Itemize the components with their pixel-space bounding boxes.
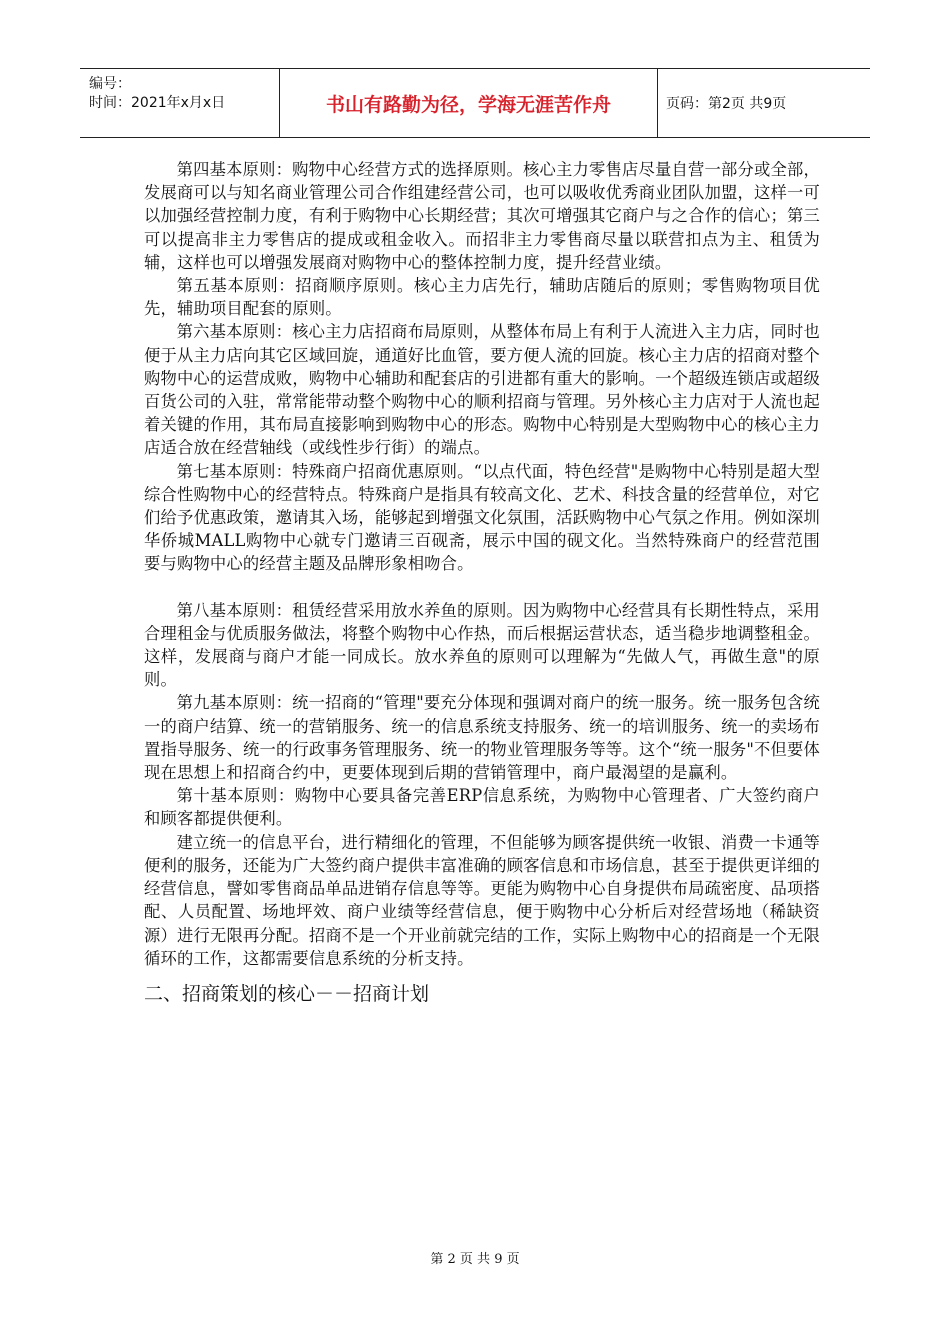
document-time-label: 时间：2021年x月x日 [89, 95, 226, 111]
paragraph-principle-6: 第六基本原则：核心主力店招商布局原则，从整体布局上有利于人流进入主力店，同时也便于从主力店向其它区域回旋，通道好比血管，要方便人流的回旋。核心主力店的招商对整个购物中心的运营成败，购物中心辅助和配套店的引进都有重大的影响。一个超级连锁店或超级百货公司的入驻，常常能带动整个购物中心的顺利招商与管理。另外核心主力店对于人流也起着关键的作用，其布局直接影响到购物中心的形态。购物中心特别是大型购物中心的核心主力店适合放在经营轴线（或线性步行街）的端点。 [144, 322, 820, 458]
document-header [80, 68, 870, 138]
header-page-indicator: 页码：第2页 共9页 [666, 96, 787, 112]
header-info-cell [80, 69, 280, 137]
document-number-label: 编号： [89, 76, 131, 92]
section-heading: 二、招商策划的核心－－招商计划 [144, 982, 430, 1005]
paragraph-principle-5: 第五基本原则：招商顺序原则。核心主力店先行，辅助店随后的原则；零售购物项目优先，辅助项目配套的原则。 [144, 276, 820, 319]
paragraph-info-platform: 建立统一的信息平台，进行精细化的管理，不但能够为顾客提供统一收银、消费一卡通等便利的服务，还能为广大签约商户提供丰富准确的顾客信息和市场信息，甚至于提供更详细的经营信息，譬如零售商品单品进销存信息等等。更能为购物中心自身提供布局疏密度、品项搭配、人员配置、场地坪效、商户业绩等经营信息，便于购物中心分析后对经营场地（稀缺资源）进行无限再分配。招商不是一个开业前就完结的工作，实际上购物中心的招商是一个无限循环的工作，这都需要信息系统的分析支持。 [144, 832, 820, 968]
paragraph-principle-10: 第十基本原则：购物中心要具备完善ERP信息系统，为购物中心管理者、广大签约商户和顾客都提供便利。 [144, 786, 820, 829]
paragraph-principle-4: 第四基本原则：购物中心经营方式的选择原则。核心主力零售店尽量自营一部分或全部，发展商可以与知名商业管理公司合作组建经营公司，也可以吸收优秀商业团队加盟，这样一可以加强经营控制力度，有利于购物中心长期经营；其次可增强其它商户与之合作的信心；第三可以提高非主力零售店的提成或租金收入。而招非主力零售商尽量以联营扣点为主、租赁为辅，这样也可以增强发展商对购物中心的整体控制力度，提升经营业绩。 [144, 160, 820, 272]
paragraph-principle-9: 第九基本原则：统一招商的“管理"要充分体现和强调对商户的统一服务。统一服务包含统一的商户结算、统一的营销服务、统一的信息系统支持服务、统一的培训服务、统一的卖场布置指导服务、统一的行政事务管理服务、统一的物业管理服务等等。这个“统一服务"不但要体现在思想上和招商合约中，更要体现到后期的营销管理中，商户最渴望的是赢利。 [144, 693, 820, 783]
header-motto: 书山有路勤为径，学海无涯苦作舟 [280, 69, 658, 137]
document-body [144, 158, 820, 1008]
page-footer: 第 2 页 共 9 页 [430, 1252, 520, 1267]
paragraph-principle-7: 第七基本原则：特殊商户招商优惠原则。“以点代面，特色经营"是购物中心特别是超大型综合性购物中心的经营特点。特殊商户是指具有较高文化、艺术、科技含量的经营单位，对它们给予优惠政策，邀请其入场，能够起到增强文化氛围，活跃购物中心气氛之作用。例如深圳华侨城MALL购物中心就专门邀请三百砚斋，展示中国的砚文化。当然特殊商户的经营范围要与购物中心的经营主题及品牌形象相吻合。 [144, 461, 820, 574]
paragraph-principle-8: 第八基本原则：租赁经营采用放水养鱼的原则。因为购物中心经营具有长期性特点，采用合理租金与优质服务做法，将整个购物中心作热，而后根据运营状态，适当稳步地调整租金。这样，发展商与商户才能一同成长。放水养鱼的原则可以理解为“先做人气，再做生意"的原则。 [144, 600, 820, 690]
